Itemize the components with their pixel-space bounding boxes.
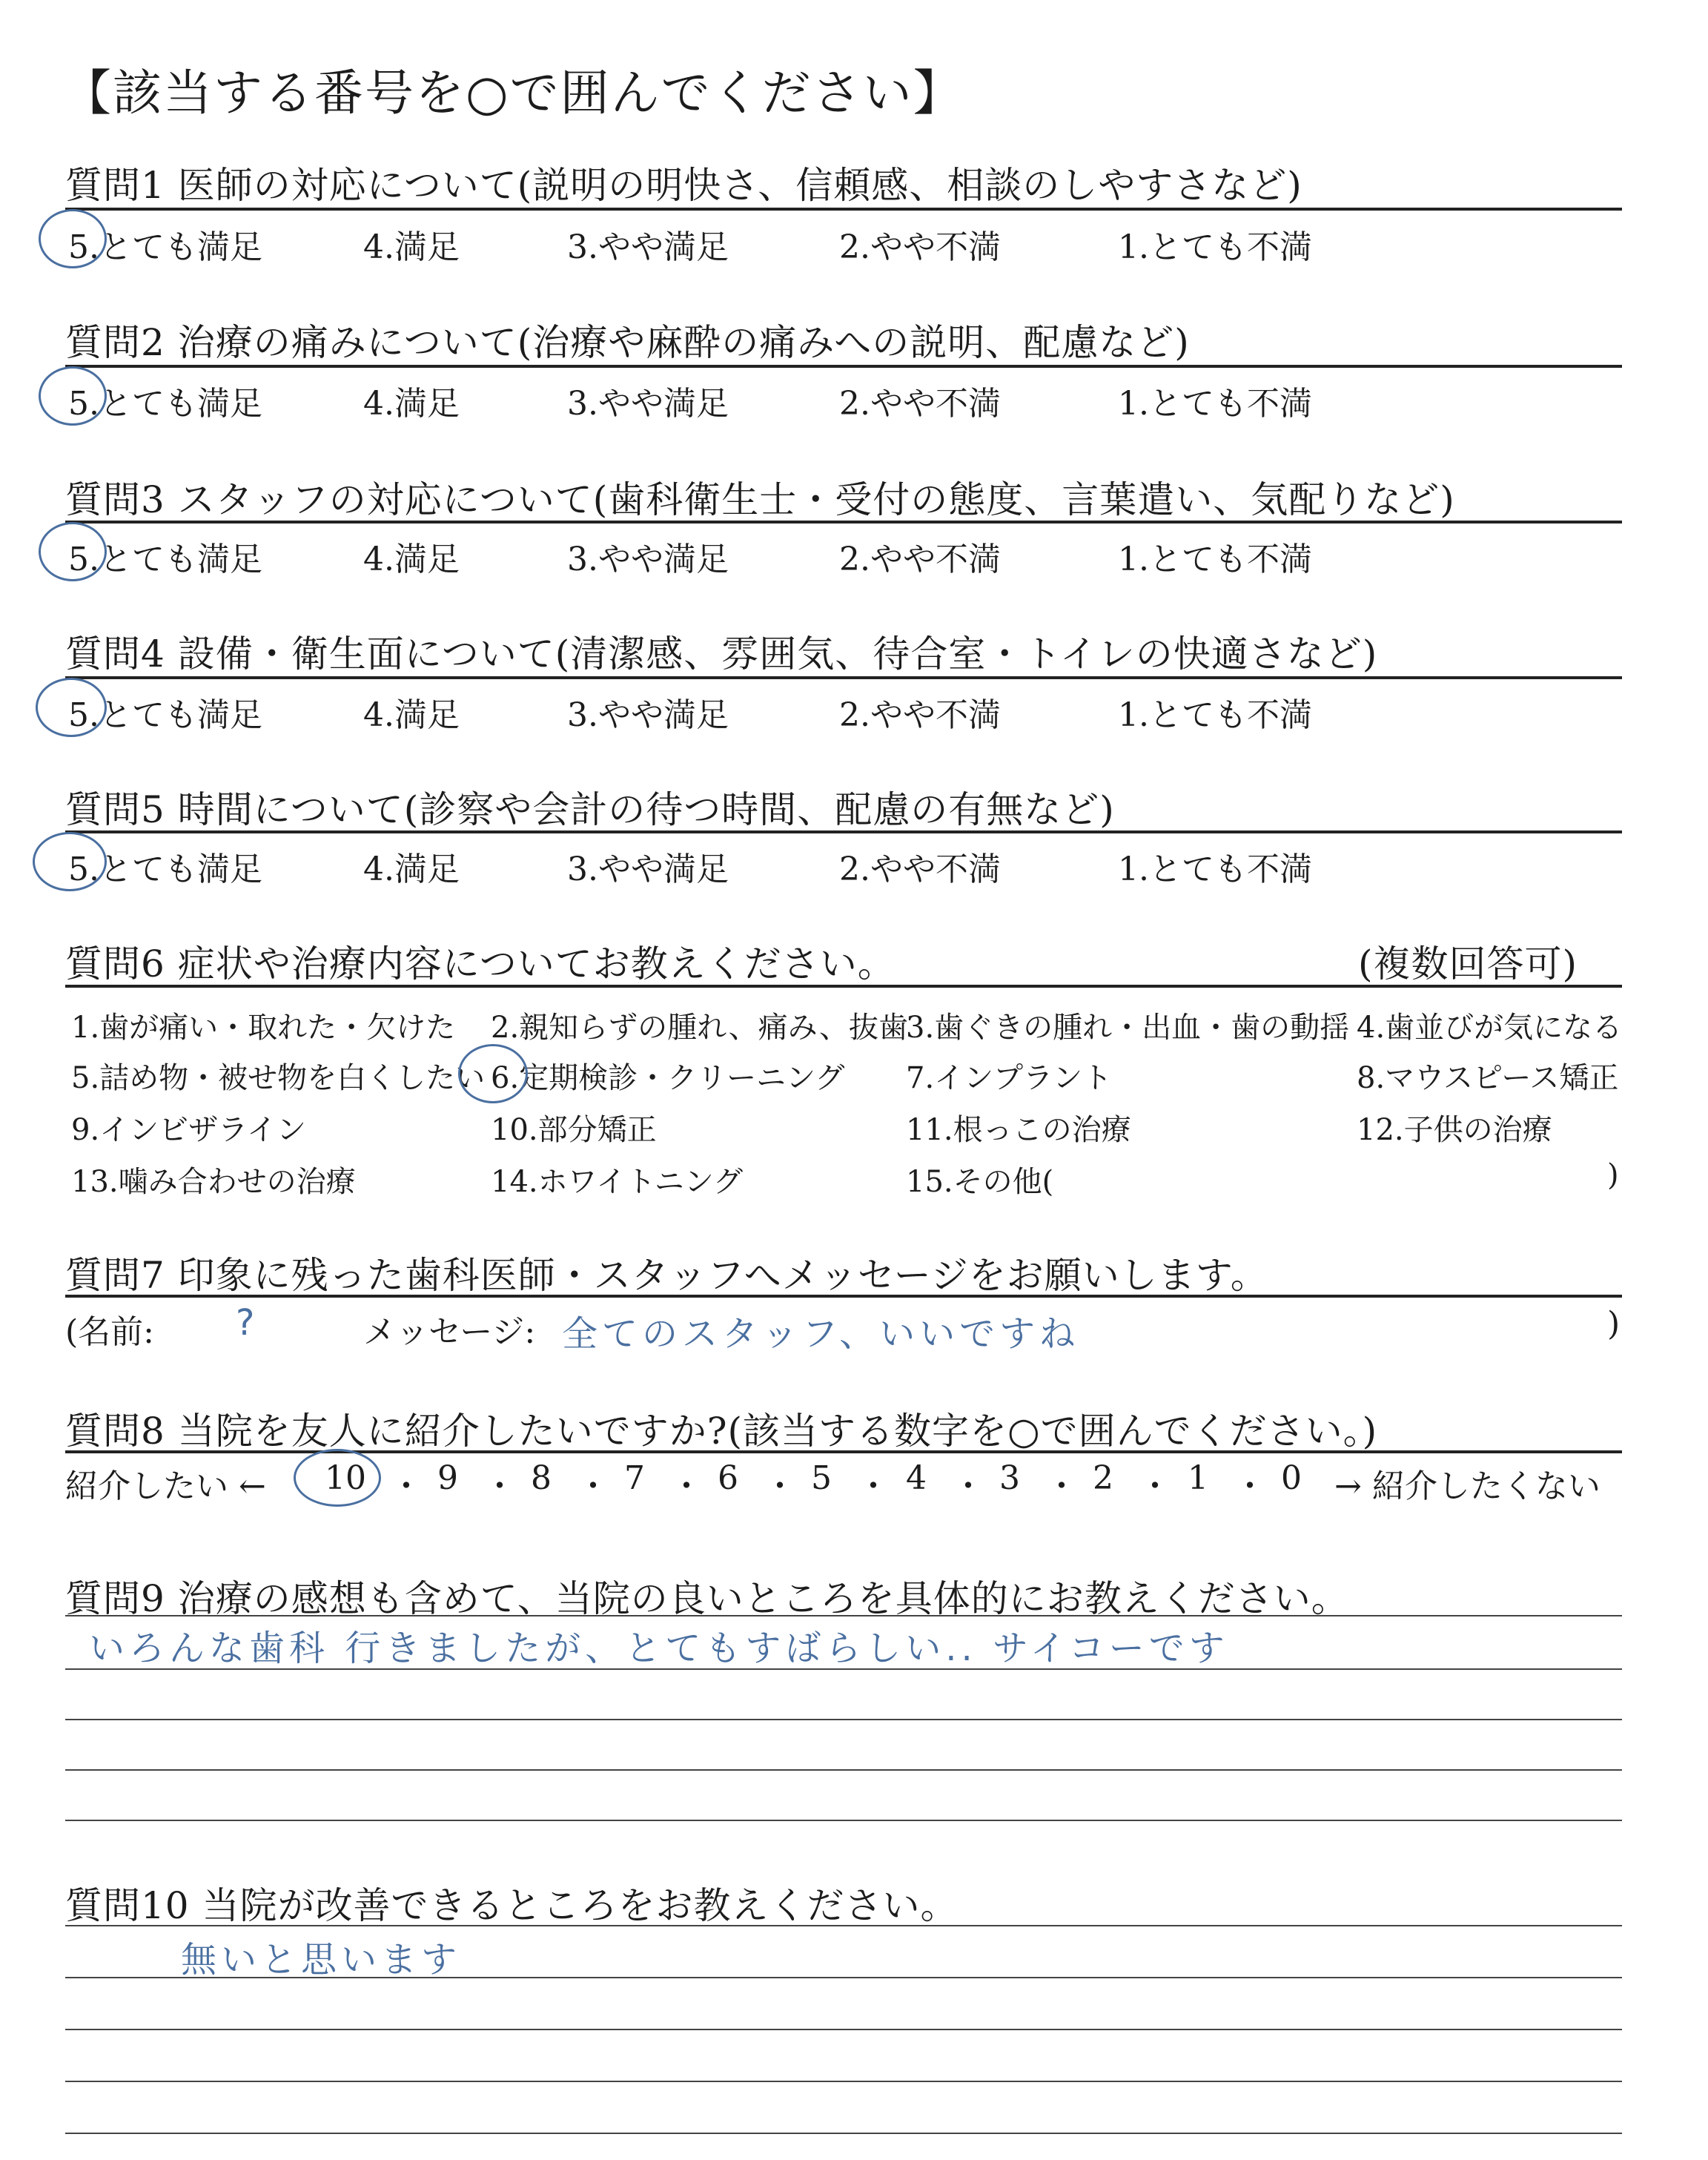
q6-option-3[interactable]: 3.歯ぐきの腫れ・出血・歯の動揺: [906, 1011, 1350, 1045]
q1-option-3[interactable]: 3.やや満足: [567, 228, 729, 266]
q6-option-2[interactable]: 2.親知らずの腫れ、痛み、抜歯: [491, 1011, 908, 1045]
q2-option-3[interactable]: 3.やや満足: [567, 385, 729, 423]
question-5-title: 質問5 時間について(診察や会計の待つ時間、配慮の有無など): [65, 788, 1115, 831]
q10-answer[interactable]: 無いと思います: [181, 1939, 462, 1981]
q6-option-7[interactable]: 7.インプラント: [906, 1061, 1113, 1095]
q5-option-2[interactable]: 2.やや不満: [839, 851, 1001, 888]
q9-answer[interactable]: いろんな歯科 行きましたが、とてもすばらしい.. サイコーです: [89, 1628, 1229, 1669]
q3-option-5[interactable]: 5.とても満足: [68, 541, 262, 578]
question-3-title: 質問3 スタッフの対応について(歯科衛生士・受付の態度、言葉遣い、気配りなど): [65, 478, 1455, 521]
q8-selection-circle: [294, 1449, 381, 1507]
q8-scale-dot: ・: [1234, 1467, 1266, 1505]
q4-selection-circle: [36, 678, 107, 737]
q4-option-5[interactable]: 5.とても満足: [68, 696, 262, 734]
question-3-divider: [65, 521, 1622, 524]
question-1-divider: [65, 208, 1622, 211]
q8-scale-7[interactable]: 7: [624, 1459, 645, 1497]
q1-option-2[interactable]: 2.やや不満: [839, 228, 1001, 266]
q10-answer-line-5: [65, 2133, 1622, 2134]
q4-option-2[interactable]: 2.やや不満: [839, 696, 1001, 734]
q10-answer-line-4: [65, 2081, 1622, 2082]
q8-scale-dot: ・: [857, 1467, 890, 1505]
q1-option-1[interactable]: 1.とても不満: [1118, 228, 1312, 266]
q8-scale-1[interactable]: 1: [1188, 1459, 1208, 1497]
q6-option-10[interactable]: 10.部分矯正: [491, 1113, 657, 1147]
q6-selection-circle: [458, 1044, 528, 1103]
q6-option-13[interactable]: 13.噛み合わせの治療: [71, 1165, 356, 1199]
q8-right-label: → 紹介したくない: [1334, 1467, 1601, 1505]
q4-option-1[interactable]: 1.とても不満: [1118, 696, 1312, 734]
q8-left-label: 紹介したい ←: [65, 1467, 266, 1505]
q7-name-value[interactable]: ?: [236, 1302, 259, 1344]
q3-selection-circle: [39, 522, 107, 581]
q4-option-4[interactable]: 4.満足: [363, 696, 460, 734]
q1-selection-circle: [39, 209, 107, 268]
q7-name-label: (名前:: [65, 1313, 154, 1351]
question-8-title: 質問8 当院を友人に紹介したいですか?(該当する数字を○で囲んでください。): [65, 1410, 1378, 1453]
q8-scale-dot: ・: [483, 1467, 516, 1505]
question-5-divider: [65, 830, 1622, 833]
q6-option-4[interactable]: 4.歯並びが気になる: [1357, 1011, 1623, 1045]
question-8-divider: [65, 1450, 1622, 1453]
q8-scale-6[interactable]: 6: [718, 1459, 738, 1497]
q8-scale-dot: ・: [390, 1467, 423, 1505]
q6-option-15-close-paren: ): [1607, 1158, 1619, 1192]
q2-option-2[interactable]: 2.やや不満: [839, 385, 1001, 423]
q8-scale-8[interactable]: 8: [531, 1459, 552, 1497]
q8-scale-9[interactable]: 9: [437, 1459, 458, 1497]
question-7-divider: [65, 1295, 1622, 1298]
question-6-title: 質問6 症状や治療内容についてお教えください。: [65, 942, 896, 985]
q8-scale-3[interactable]: 3: [999, 1459, 1020, 1497]
q9-answer-line-4: [65, 1769, 1622, 1771]
q10-answer-line-3: [65, 2029, 1622, 2030]
q5-option-4[interactable]: 4.満足: [363, 851, 460, 888]
q8-scale-0[interactable]: 0: [1281, 1459, 1302, 1497]
q8-scale-2[interactable]: 2: [1093, 1459, 1113, 1497]
q5-selection-circle: [33, 832, 107, 891]
q9-answer-line-5: [65, 1820, 1622, 1821]
q9-answer-line-1: [65, 1615, 1622, 1616]
q3-option-3[interactable]: 3.やや満足: [567, 541, 729, 578]
q6-option-14[interactable]: 14.ホワイトニング: [491, 1165, 744, 1199]
question-2-title: 質問2 治療の痛みについて(治療や麻酔の痛みへの説明、配慮など): [65, 321, 1190, 364]
q5-option-1[interactable]: 1.とても不満: [1118, 851, 1312, 888]
q2-option-1[interactable]: 1.とても不満: [1118, 385, 1312, 423]
q8-scale-10[interactable]: 10: [325, 1459, 366, 1497]
q6-option-12[interactable]: 12.子供の治療: [1357, 1113, 1552, 1147]
q8-scale-5[interactable]: 5: [811, 1459, 832, 1497]
q6-option-8[interactable]: 8.マウスピース矯正: [1357, 1061, 1619, 1095]
q7-message-label: メッセージ:: [363, 1313, 536, 1351]
q9-answer-line-2: [65, 1668, 1622, 1670]
q6-option-5[interactable]: 5.詰め物・被せ物を白くしたい: [71, 1061, 486, 1095]
question-4-title: 質問4 設備・衛生面について(清潔感、雰囲気、待合室・トイレの快適さなど): [65, 633, 1378, 676]
question-4-divider: [65, 676, 1622, 679]
q6-option-9[interactable]: 9.インビザライン: [71, 1113, 306, 1147]
q10-answer-line-2: [65, 1977, 1622, 1978]
q2-selection-circle: [39, 366, 107, 426]
q6-option-15[interactable]: 15.その他(: [906, 1165, 1054, 1199]
q3-option-2[interactable]: 2.やや不満: [839, 541, 1001, 578]
q4-option-3[interactable]: 3.やや満足: [567, 696, 729, 734]
question-10-title: 質問10 当院が改善できるところをお教えください。: [65, 1884, 959, 1927]
survey-header: 【該当する番号を○で囲んでください】: [62, 65, 964, 122]
q9-answer-line-3: [65, 1719, 1622, 1720]
q1-option-5[interactable]: 5.とても満足: [68, 228, 262, 266]
q6-option-6[interactable]: 6.定期検診・クリーニング: [491, 1061, 845, 1095]
question-1-title: 質問1 医師の対応について(説明の明快さ、信頼感、相談のしやすさなど): [65, 164, 1302, 207]
q7-message-value[interactable]: 全てのスタッフ、いいですね: [562, 1313, 1080, 1355]
question-9-title: 質問9 治療の感想も含めて、当院の良いところを具体的にお教えください。: [65, 1577, 1349, 1620]
q8-scale-dot: ・: [1139, 1467, 1171, 1505]
q8-scale-dot: ・: [764, 1467, 796, 1505]
q5-option-5[interactable]: 5.とても満足: [68, 851, 262, 888]
q6-multiple-answer-note: (複数回答可): [1358, 942, 1578, 985]
q6-option-11[interactable]: 11.根っこの治療: [906, 1113, 1131, 1147]
q3-option-1[interactable]: 1.とても不満: [1118, 541, 1312, 578]
q8-scale-dot: ・: [952, 1467, 984, 1505]
q5-option-3[interactable]: 3.やや満足: [567, 851, 729, 888]
q8-scale-dot: ・: [670, 1467, 703, 1505]
question-2-divider: [65, 365, 1622, 368]
q2-option-4[interactable]: 4.満足: [363, 385, 460, 423]
question-6-divider: [65, 985, 1622, 988]
q8-scale-dot: ・: [1045, 1467, 1078, 1505]
q10-answer-line-1: [65, 1925, 1622, 1926]
q3-option-4[interactable]: 4.満足: [363, 541, 460, 578]
question-7-title: 質問7 印象に残った歯科医師・スタッフへメッセージをお願いします。: [65, 1254, 1268, 1297]
q8-scale-4[interactable]: 4: [906, 1459, 927, 1497]
q2-option-5[interactable]: 5.とても満足: [68, 385, 262, 423]
q1-option-4[interactable]: 4.満足: [363, 228, 460, 266]
q6-option-1[interactable]: 1.歯が痛い・取れた・欠けた: [71, 1011, 456, 1045]
q8-scale-dot: ・: [577, 1467, 609, 1505]
q7-close-paren: ): [1607, 1305, 1621, 1343]
